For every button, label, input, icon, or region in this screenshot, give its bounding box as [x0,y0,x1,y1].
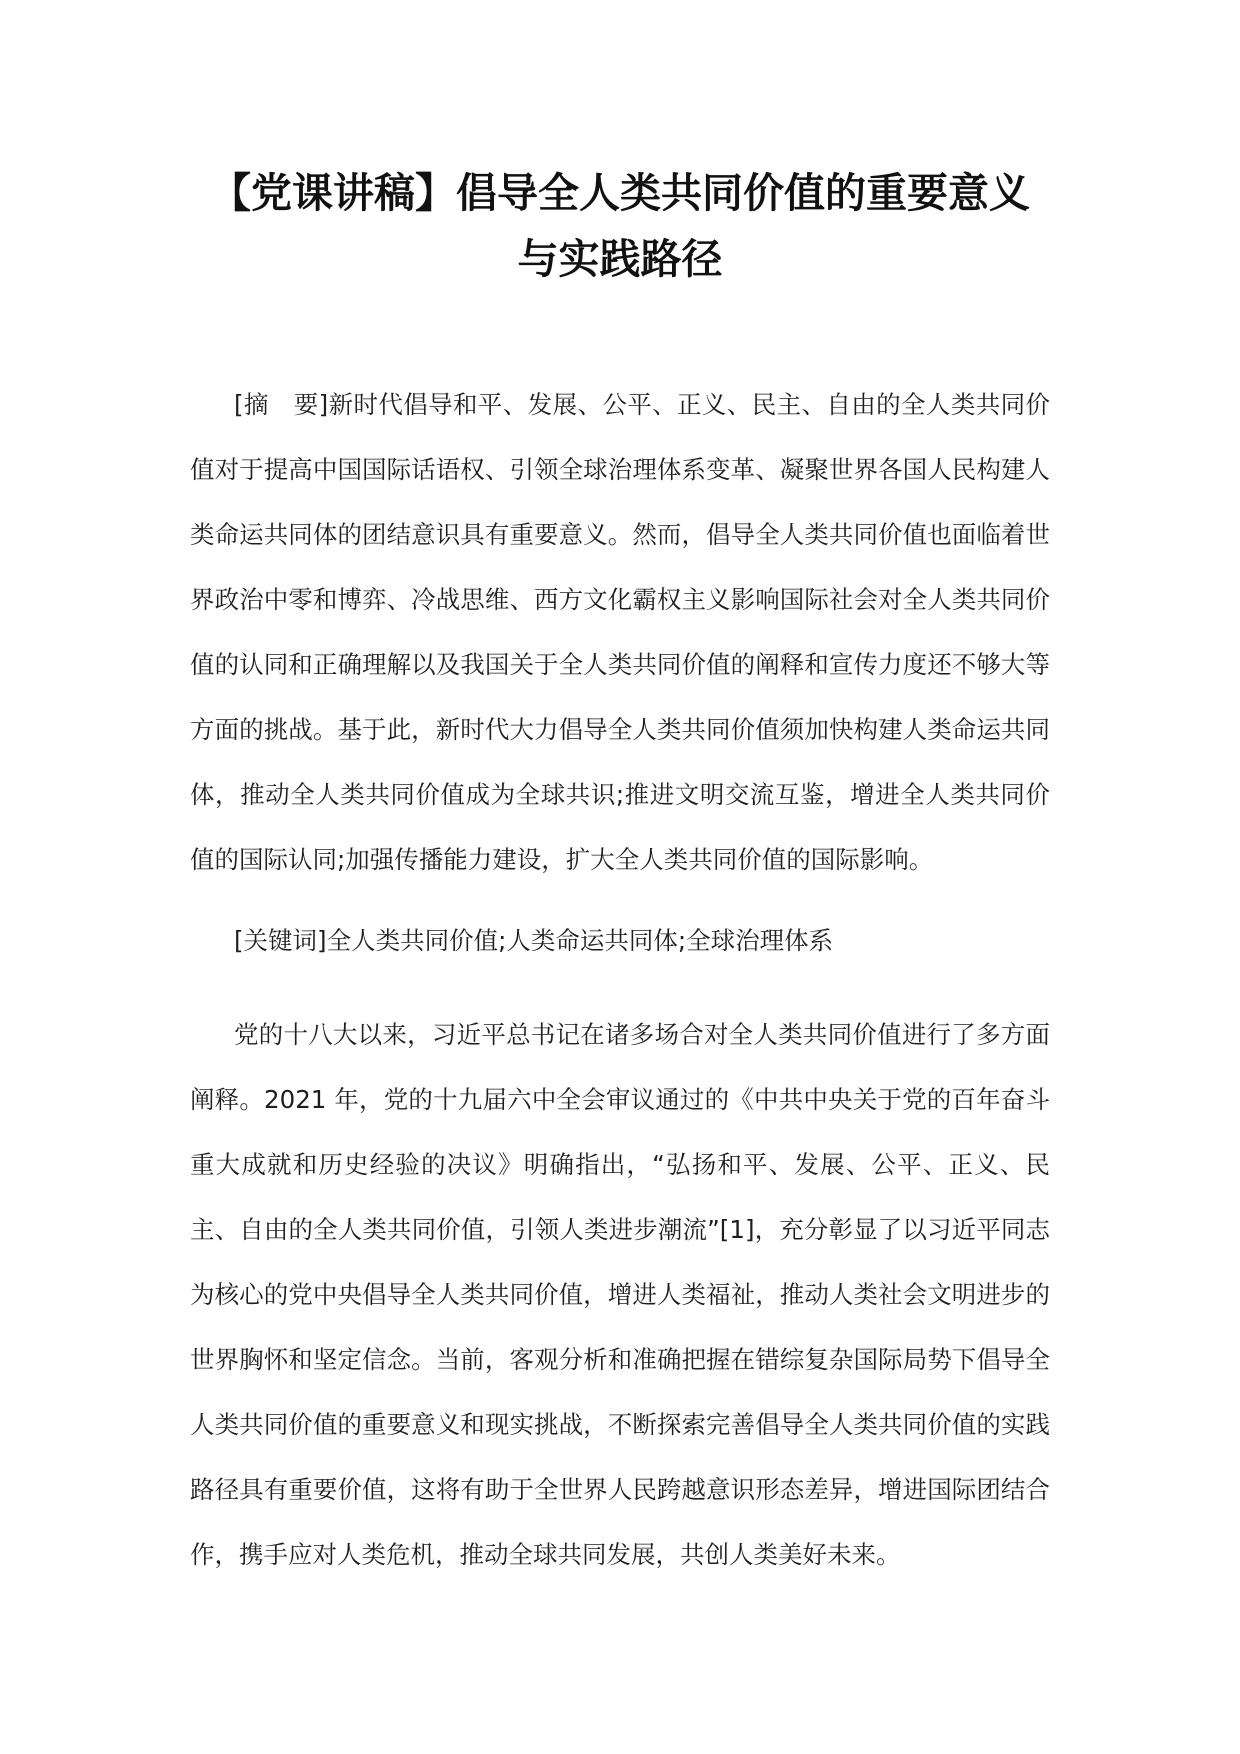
abstract-paragraph: [摘 要]新时代倡导和平、发展、公平、正义、民主、自由的全人类共同价值对于提高中国国际话语权、引领全球治理体系变革、凝聚世界各国人民构建人类命运共同体的团结意识具有重要意义。然而，倡导全人类共同价值也面临着世界政治中零和博弈、冷战思维、西方文化霸权主义影响国际社会对全人类共同价值的认同和正确理解以及我国关于全人类共同价值的阐释和宣传力度还不够大等方面的挑战。基于此，新时代大力倡导全人类共同价值须加快构建人类命运共同体，推动全人类共同价值成为全球共识;推进文明交流互鉴，增进全人类共同价值的国际认同;加强传播能力建设，扩大全人类共同价值的国际影响。 [190,390,1050,874]
body-paragraph: 党的十八大以来，习近平总书记在诸多场合对全人类共同价值进行了多方面阐释。2021 年，党的十九届六中全会审议通过的《中共中央关于党的百年奋斗重大成就和历史经验的决议》明确指出，“弘扬和平、发展、公平、正义、民主、自由的全人类共同价值，引领人类进步潮流”[1]，充分彰显了以习近平同志为核心的党中央倡导全人类共同价值，增进人类福祉，推动人类社会文明进步的世界胸怀和坚定信念。当前，客观分析和准确把握在错综复杂国际局势下倡导全人类共同价值的重要意义和现实挑战，不断探索完善倡导全人类共同价值的实践路径具有重要价值，这将有助于全世界人民跨越意识形态差异，增进国际团结合作，携手应对人类危机，推动全球共同发展，共创人类美好未来。 [190,1020,1050,1569]
document-title: 【党课讲稿】倡导全人类共同价值的重要意义与实践路径 [210,169,1030,283]
keywords-paragraph: [关键词]全人类共同价值;人类命运共同体;全球治理体系 [234,926,834,955]
